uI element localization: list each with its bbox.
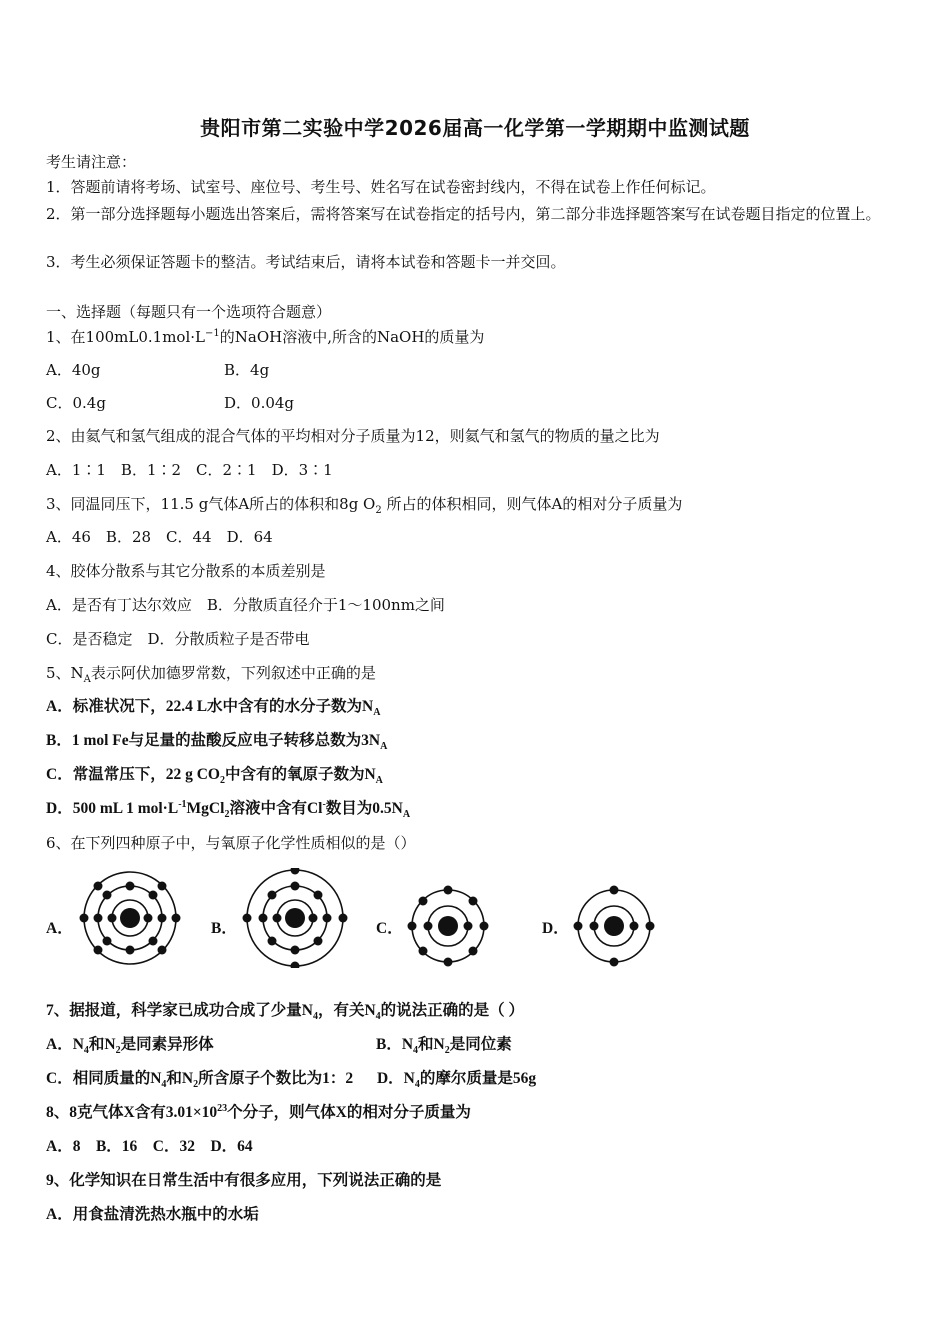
q4-options-cd[interactable]: C．是否稳定 D．分散质粒子是否带电: [46, 630, 310, 648]
q8-stem: 8、8克气体X含有$3.01\times 10^{23}$个分子，则气体X的相对分子质量为: [46, 1102, 471, 1121]
q7-options-row2: [46, 1069, 746, 1089]
q7-option-b[interactable]: B．$N_4$和$N_2$是同位素: [376, 1036, 512, 1057]
notice-item-2: 2．第一部分选择题每小题选出答案后，需将答案写在试卷指定的括号内，第二部分非选择题答案写在试卷题目指定的位置上。: [46, 205, 881, 223]
q1-option-c[interactable]: C．0.4g: [46, 394, 106, 412]
section-heading: 一、选择题（每题只有一个选项符合题意）: [46, 303, 332, 321]
q7-option-d[interactable]: D．$N_4$的摩尔质量是56g: [376, 1070, 537, 1091]
atom-diagram-d[interactable]: [571, 883, 657, 969]
q5-option-b[interactable]: B．1 mol Fe与足量的盐酸反应电子转移总数为$3N_A$: [46, 732, 388, 753]
q1-option-b[interactable]: B．4g: [224, 361, 270, 379]
q4-options-ab[interactable]: A．是否有丁达尔效应 B．分散质直径介于1～100nm之间: [46, 596, 445, 614]
q8-options[interactable]: A．8 B．16 C．32 D．64: [46, 1138, 253, 1155]
q5-option-d[interactable]: D．500 mL 1 $mol\cdot L^{-1}MgCl_2$溶液中含有Cl-数目为$0.5N_A$: [46, 798, 411, 821]
q7-option-a[interactable]: A．$N_4$和$N_2$是同素异形体: [46, 1036, 214, 1057]
q9-option-a[interactable]: A．用食盐清洗热水瓶中的水垢: [46, 1206, 259, 1223]
q6-option-c-label[interactable]: C．: [376, 920, 403, 937]
q9-stem: 9、化学知识在日常生活中有很多应用，下列说法正确的是: [46, 1172, 442, 1189]
q5-stem: 5、$N_A$表示阿伏加德罗常数，下列叙述中正确的是: [46, 664, 376, 685]
q5-option-c[interactable]: C．常温常压下，22 g $CO_2$中含有的氧原子数为$N_A$: [46, 766, 383, 787]
notice-item-3: 3．考生必须保证答题卡的整洁。考试结束后，请将本试卷和答题卡一并交回。: [46, 253, 566, 271]
q1-options-row2: [46, 393, 446, 413]
atom-diagram-c[interactable]: [405, 883, 491, 969]
q3-stem: 3、同温同压下，11.5 g气体A所占的体积和8g $O_2$ 所占的体积相同，则气体A的相对分子质量为: [46, 495, 683, 516]
atom-diagram-a[interactable]: [76, 870, 184, 966]
q5-option-a[interactable]: A．标准状况下，22.4 L水中含有的水分子数为$N_A$: [46, 698, 381, 719]
notice-item-1: 1．答题前请将考场、试室号、座位号、考生号、姓名写在试卷密封线内，不得在试卷上作任何标记。: [46, 178, 716, 196]
atom-diagram-b[interactable]: [241, 868, 349, 968]
q7-options-row1: [46, 1035, 746, 1055]
q1-stem: 1、在$100mL0.1mol\cdot L^{-1}$的NaOH溶液中,所含的NaOH的质量为: [46, 328, 485, 346]
q3-options[interactable]: A．46 B．28 C．44 D．64: [46, 528, 273, 546]
notice-heading: 考生请注意：: [46, 153, 137, 171]
q7-option-c[interactable]: C．相同质量的$N_4$和$N_2$所含原子个数比为1：2: [46, 1070, 354, 1091]
q6-option-b-label[interactable]: B．: [211, 920, 237, 937]
page-title: 贵阳市第二实验中学2026届高一化学第一学期期中监测试题: [200, 116, 750, 140]
q1-option-d[interactable]: D．0.04g: [224, 394, 295, 412]
q2-stem: 2、由氦气和氢气组成的混合气体的平均相对分子质量为12，则氦气和氢气的物质的量之比为: [46, 427, 660, 445]
q4-stem: 4、胶体分散系与其它分散系的本质差别是: [46, 562, 326, 580]
q6-stem: 6、在下列四种原子中，与氧原子化学性质相似的是（）: [46, 834, 416, 852]
q6-option-d-label[interactable]: D．: [542, 920, 569, 937]
q1-option-a[interactable]: A．40g: [46, 361, 101, 379]
q7-stem: 7、据报道，科学家已成功合成了少量$N_4$，有关$N_4$的说法正确的是（ ）: [46, 1002, 525, 1023]
q1-options-row1: [46, 360, 446, 380]
q6-option-a-label[interactable]: A．: [46, 920, 73, 937]
q2-options[interactable]: A．1∶1 B．1∶2 C．2∶1 D．3∶1: [46, 461, 333, 479]
